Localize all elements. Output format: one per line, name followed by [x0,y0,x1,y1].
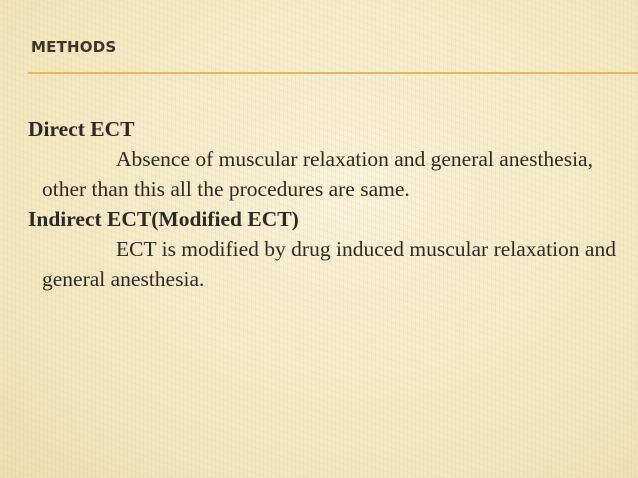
section-heading-direct-ect: Direct ECT [28,117,135,141]
slide-title: METHODS [31,38,117,56]
section-text-indirect-ect: ECT is modified by drug induced muscular relaxation and general anesthesia. [42,237,616,291]
slide-body [28,114,628,294]
title-divider [28,72,638,74]
section-heading-indirect-ect: Indirect ECT(Modified ECT) [28,207,299,231]
section-text-direct-ect: Absence of muscular relaxation and general anesthesia, other than this all the procedures are same. [42,147,593,201]
